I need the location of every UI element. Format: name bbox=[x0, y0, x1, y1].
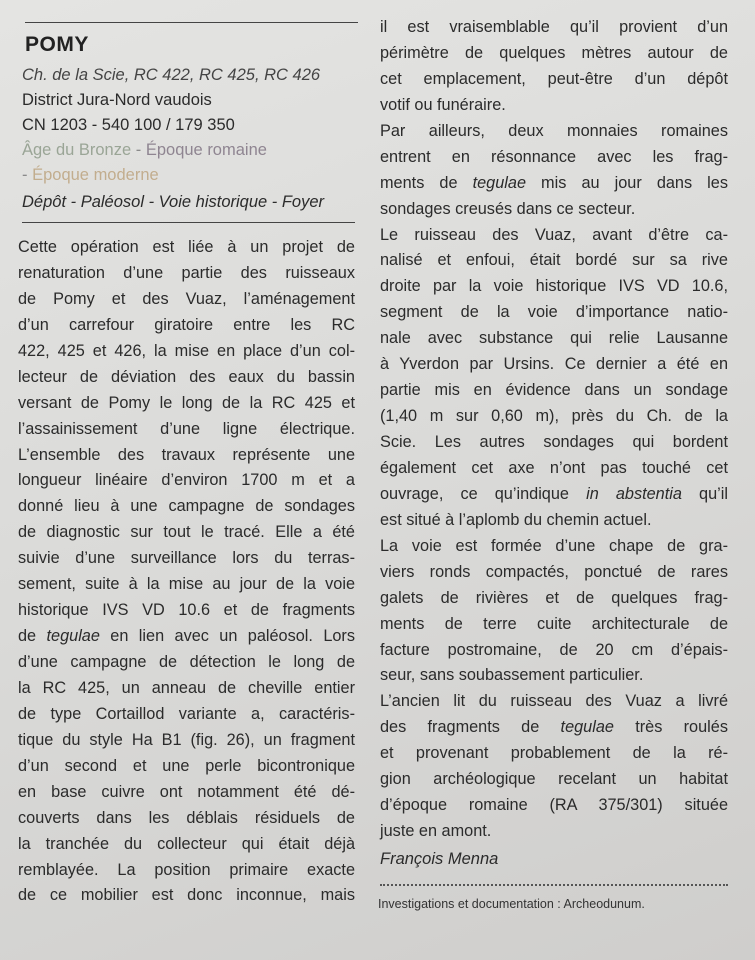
italic-term: tegulae bbox=[472, 173, 526, 192]
text-run: la RC 425, un anneau de cheville entier bbox=[18, 678, 355, 697]
text-line bbox=[380, 715, 728, 741]
text-run: ments de terre cuite architecturale de bbox=[380, 614, 728, 633]
text-line bbox=[380, 171, 728, 197]
text-run: facture postromaine, de 20 cm d’épais- bbox=[380, 640, 728, 659]
text-run: ouvrage, ce qu’indique bbox=[380, 484, 587, 503]
right-column bbox=[380, 15, 728, 845]
text-line bbox=[18, 832, 355, 858]
text-line bbox=[380, 482, 728, 508]
text-run: votif ou funéraire. bbox=[380, 95, 506, 114]
text-line bbox=[380, 508, 728, 534]
text-line bbox=[18, 494, 355, 520]
period-moderne: Époque moderne bbox=[32, 166, 159, 184]
text-line bbox=[18, 858, 355, 884]
text-run: Scie. Les autres sondages qui bordent bbox=[380, 433, 728, 451]
text-run: de diagnostic sur tout le tracé. Elle a été bbox=[18, 523, 355, 542]
text-line bbox=[18, 780, 355, 806]
text-line bbox=[380, 378, 728, 404]
text-run: l’assainissement d’une ligne électrique. bbox=[18, 419, 355, 438]
text-line bbox=[380, 93, 728, 119]
text-run: d’un second et une perle bicontronique bbox=[18, 756, 355, 775]
text-run: L’ancien lit du ruisseau des Vuaz a livré bbox=[380, 692, 728, 711]
text-run: ments de bbox=[380, 173, 473, 192]
text-line bbox=[380, 197, 728, 223]
credit: Investigations et documentation : Archeodunum. bbox=[378, 897, 645, 911]
text-line bbox=[380, 248, 728, 274]
text-run: mis au jour dans les bbox=[526, 173, 728, 192]
text-line bbox=[18, 624, 355, 650]
text-line bbox=[380, 534, 728, 560]
text-run: segment de la voie d’importance natio- bbox=[380, 303, 728, 322]
text-line bbox=[18, 339, 355, 365]
text-run: partie mis en évidence dans un sondage bbox=[380, 381, 728, 400]
text-run: sement, suite à la mise au jour de la voie bbox=[18, 575, 355, 594]
text-line bbox=[18, 650, 355, 676]
top-rule bbox=[25, 22, 358, 23]
text-line bbox=[18, 261, 355, 287]
text-line bbox=[380, 15, 728, 41]
period-sep: - bbox=[131, 141, 146, 159]
periods-line-2 bbox=[22, 163, 159, 188]
text-run: il est vraisemblable qu’il provient d’un bbox=[380, 18, 728, 36]
text-run: très roulés bbox=[613, 718, 728, 737]
text-line bbox=[380, 67, 728, 93]
text-line bbox=[380, 560, 728, 586]
text-line bbox=[380, 663, 728, 689]
location: Ch. de la Scie, RC 422, RC 425, RC 426 bbox=[22, 66, 321, 84]
text-line bbox=[18, 235, 355, 261]
text-run: gion archéologique recelant un habitat bbox=[380, 770, 728, 789]
text-run: nale avec substance qui relie Lausanne bbox=[380, 329, 728, 348]
text-run: d’un carrefour giratoire entre les RC bbox=[18, 315, 355, 334]
text-run: en lien avec un paléosol. Lors bbox=[99, 627, 355, 646]
text-line bbox=[380, 223, 728, 249]
text-run: à Yverdon par Ursins. Ce dernier a été en bbox=[380, 355, 728, 374]
text-run: longueur linéaire d’environ 1700 m et a bbox=[18, 471, 355, 490]
text-line bbox=[380, 612, 728, 638]
header-bottom-rule bbox=[22, 222, 355, 223]
text-run: de bbox=[18, 627, 47, 646]
coordinates: CN 1203 - 540 100 / 179 350 bbox=[22, 116, 235, 134]
text-run: La voie est formée d’une chape de gra- bbox=[380, 536, 728, 555]
text-run: de Pomy et des Vuaz, l’aménagement bbox=[18, 289, 355, 308]
text-run: entrent en résonnance avec les frag- bbox=[380, 147, 728, 166]
text-run: de type Cortaillod variante a, caractéris- bbox=[18, 704, 355, 723]
text-line bbox=[18, 417, 355, 443]
text-run: cet emplacement, peut-être d’un dépôt bbox=[380, 69, 728, 88]
text-line bbox=[380, 638, 728, 664]
text-line bbox=[380, 119, 728, 145]
text-run: seur, sans soubassement particulier. bbox=[380, 666, 644, 685]
text-run: en base cuivre ont notamment été dé- bbox=[18, 782, 355, 801]
text-line bbox=[18, 883, 355, 909]
text-run: la tranchée du collecteur qui était déjà bbox=[18, 834, 355, 853]
text-run: sondages creusés dans ce secteur. bbox=[380, 199, 636, 218]
text-line bbox=[380, 430, 728, 456]
text-line bbox=[380, 326, 728, 352]
period-romaine: Époque romaine bbox=[145, 141, 267, 159]
period-bronze: Âge du Bronze bbox=[22, 141, 132, 159]
text-line bbox=[380, 352, 728, 378]
text-run: lecteur de déviation des eaux du bassin bbox=[18, 367, 355, 386]
text-run: suivie d’une surveillance lors du terras- bbox=[18, 549, 355, 568]
text-run: (1,40 m sur 0,60 m), près du Ch. de la bbox=[380, 407, 728, 426]
text-line bbox=[18, 287, 355, 313]
text-run: Cette opération est liée à un projet de bbox=[18, 238, 355, 256]
text-run: donné lieu à une campagne de sondages bbox=[18, 497, 355, 516]
text-run: Par ailleurs, deux monnaies romaines bbox=[380, 121, 728, 140]
text-run: périmètre de quelques mètres autour de bbox=[380, 43, 728, 62]
text-run: galets de rivières et de quelques frag- bbox=[380, 588, 728, 607]
text-run: couverts dans les déblais résiduels de bbox=[18, 808, 355, 827]
dotted-divider bbox=[380, 884, 728, 886]
italic-term: in abstentia bbox=[586, 484, 682, 503]
text-line bbox=[18, 546, 355, 572]
text-run: également cet axe n’ont pas touché cet bbox=[380, 458, 728, 477]
text-run: tique du style Ha B1 (fig. 26), un fragment bbox=[18, 730, 355, 749]
text-run: d’une campagne de détection le long de bbox=[18, 653, 355, 671]
text-line bbox=[18, 443, 355, 469]
text-line bbox=[18, 365, 355, 391]
text-line bbox=[380, 586, 728, 612]
text-line bbox=[380, 741, 728, 767]
text-line bbox=[18, 313, 355, 339]
page-title: POMY bbox=[25, 33, 89, 56]
text-run: de ce mobilier est donc inconnue, mais bbox=[18, 886, 355, 905]
text-line bbox=[380, 41, 728, 67]
text-line bbox=[18, 702, 355, 728]
text-line bbox=[18, 598, 355, 624]
text-line bbox=[380, 689, 728, 715]
author: François Menna bbox=[380, 850, 499, 868]
district: District Jura-Nord vaudois bbox=[22, 91, 212, 109]
text-line bbox=[380, 767, 728, 793]
text-line bbox=[18, 728, 355, 754]
text-line bbox=[18, 676, 355, 702]
text-run: versant de Pomy le long de la RC 425 et bbox=[18, 393, 355, 412]
text-run: d’époque romaine (RA 375/301) située bbox=[380, 796, 728, 815]
text-line bbox=[380, 404, 728, 430]
periods-line-1 bbox=[22, 138, 267, 163]
text-run: des fragments de bbox=[380, 718, 561, 737]
text-run: nalisé et enfoui, était bordé sur sa rive bbox=[380, 251, 728, 270]
text-line bbox=[380, 300, 728, 326]
text-run: droite par la voie historique IVS VD 10.6, bbox=[380, 277, 728, 296]
text-run: renaturation d’une partie des ruisseaux bbox=[18, 263, 355, 282]
text-line bbox=[380, 819, 728, 845]
text-run: juste en amont. bbox=[380, 822, 492, 841]
text-line bbox=[380, 274, 728, 300]
text-line bbox=[380, 145, 728, 171]
text-line bbox=[380, 793, 728, 819]
text-run: remblayée. La position primaire exacte bbox=[18, 860, 355, 879]
italic-term: tegulae bbox=[46, 627, 100, 646]
text-run: viers ronds compactés, ponctué de rares bbox=[380, 562, 728, 581]
text-run: historique IVS VD 10.6 et de fragments bbox=[18, 601, 355, 620]
text-line bbox=[18, 806, 355, 832]
keywords: Dépôt - Paléosol - Voie historique - Foyer bbox=[22, 193, 325, 211]
text-line bbox=[18, 391, 355, 417]
text-run: est situé à l’aplomb du chemin actuel. bbox=[380, 510, 652, 529]
text-line bbox=[380, 456, 728, 482]
text-run: 422, 425 et 426, la mise en place d’un col- bbox=[18, 341, 355, 360]
left-column bbox=[18, 235, 355, 909]
text-run: Le ruisseau des Vuaz, avant d’être ca- bbox=[380, 225, 728, 244]
text-run: qu’il bbox=[681, 484, 728, 503]
period-sep: - bbox=[22, 166, 33, 184]
text-line bbox=[18, 572, 355, 598]
text-line bbox=[18, 754, 355, 780]
text-line bbox=[18, 468, 355, 494]
text-line bbox=[18, 520, 355, 546]
text-run: L’ensemble des travaux représente une bbox=[18, 445, 355, 464]
italic-term: tegulae bbox=[560, 718, 614, 737]
text-run: et provenant probablement de la ré- bbox=[380, 744, 728, 763]
